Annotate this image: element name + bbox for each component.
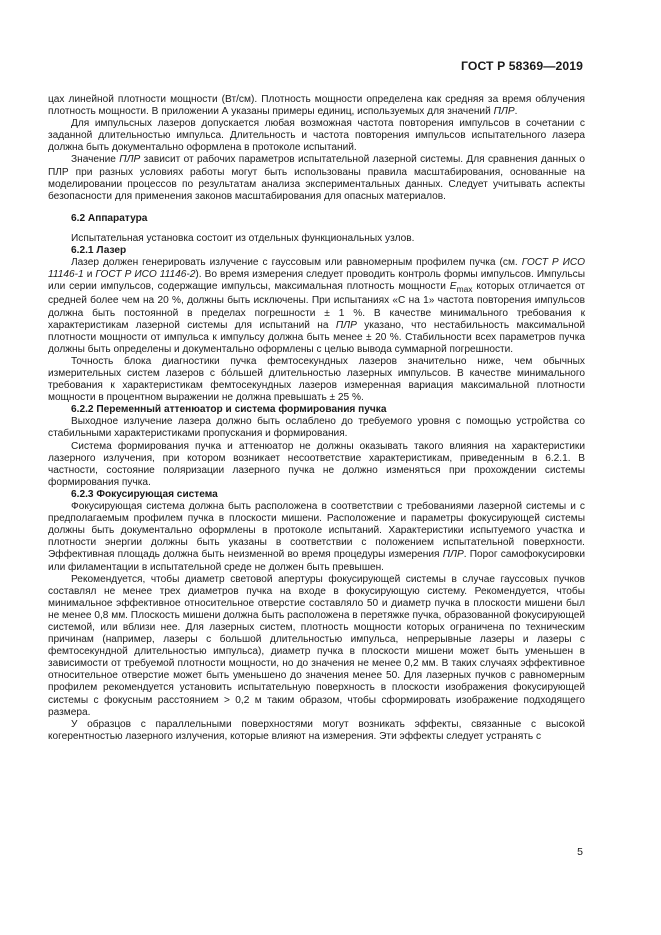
document-header: ГОСТ Р 58369—2019 [461,59,583,73]
section-heading-6-2: 6.2 Аппаратура [71,212,148,224]
paragraph-coherence-effects: У образцов с параллельными поверхностями могут возникать эффекты, связанные с высокой когерентностью лазерного излучения, которые влияют на измерения. Эти эффекты следует устранять с [48,718,585,742]
section-heading-6-2-1: 6.2.1 Лазер [71,245,127,257]
page-body [48,94,585,743]
paragraph-continued: цах линейной плотности мощности (Вт/см). Плотность мощности определена как средняя за время облучения плотность мощности. В приложении А указаны примеры единиц, используемых для значений ПЛР. [48,94,585,118]
paragraph-apparatus-intro: Испытательная установка состоит из отдельных функциональных узлов. [71,232,415,244]
paragraph-attenuator-output: Выходное излучение лазера должно быть ослаблено до требуемого уровня с помощью устройства со стабильными характеристиками пропускания и формирования. [48,416,585,440]
paragraph-pulsed-lasers: Для импульсных лазеров допускается любая возможная частота повторения импульсов в сочетании с заданной длительностью импульса. Длительность и частота повторения импульсов испытательного лазера должна быть документально оформлена в протоколе испытаний. [48,118,585,154]
section-heading-6-2-3: 6.2.3 Фокусирующая система [71,488,218,500]
paragraph-laser-requirements: Лазер должен генерировать излучение с гауссовым или равномерным профилем пучка (см. ГОСТ Р ИСО 11146-1 и ГОСТ Р ИСО 11146-2). Во время измерения следует проводить контроль формы импульсов. Импульсы или серии импульсов, содержащие импульсы, максимальная плотность мощности $E_{max}$ которых отличается от средней более чем на 20 %, должны быть исключены. При испытаниях «С на 1» частота повторения импульсов должна быть постоянной в пределах погрешности ± 1 %. В качестве минимального требования к характеристикам лазерной системы для испытаний на ПЛР указано, что нестабильность максимальной плотности мощности от импульса к импульсу должна быть менее ± 20 %. Стабильности всех параметров пучка должны быть определены и документально оформлены с целью вывода суммарной погрешности. [48,257,585,355]
paragraph-femtosecond-diagnostics: Точность блока диагностики пучка фемтосекундных лазеров значительно ниже, чем обычных измерительных систем лазеров с бо́льшей длительностью лазерных импульсов. В качестве минимального требования к характеристикам фемтосекундных лазеров измеренная вариация максимальной плотности мощности в процентном выражении не должна превышать ± 25 %. [48,355,585,404]
e-max-symbol: E [449,281,457,293]
paragraph-beam-shaping: Система формирования пучка и аттенюатор не должны оказывать такого влияния на характеристики лазерного излучения, при котором возникает несоответствие характеристикам, приведенным в 6.2.1. В частности, состояние поляризации лазерного пучка не должно изменяться при прохождении системы формирования пучка. [48,440,585,488]
section-heading-6-2-2: 6.2.2 Переменный аттенюатор и система формирования пучка [71,404,387,416]
paragraph-plr-value: Значение ПЛР зависит от рабочих параметров испытательной лазерной системы. Для сравнения данных о ПЛР при разных условиях работы могут быть использованы правила масштабирования, основанные на моделировании процессов по результатам анализа экспериментальных данных. Следует учитывать аспекты безопасности для применения законов масштабирования для опасных материалов. [48,154,585,202]
page-number: 5 [577,846,583,858]
paragraph-aperture-recommendation: Рекомендуется, чтобы диаметр световой апертуры фокусирующей системы в случае гауссовых пучков составлял не менее трех диаметров пучка на входе в фокусирующую систему. Рекомендуется, чтобы минимальное эффективное относительное отверстие составляло 50 и диаметр пучка в плоскости мишени был не менее 0,8 мм. Плоскость мишени должна быть расположена в перетяжке пучка, образованной фокусирующей системой, или вблизи нее. Для лазерных систем, плотность мощности которых ограничена по техническим причинам (например, лазеры с большой длительностью импульса, непрерывные лазеры и лазеры с фемтосекундной длительностью импульса), диаметр пучка в плоскости мишени может быть уменьшен в зависимости от требуемой плотности мощности, но до значения не менее 0,2 мм. В таких случаях эффективное относительное отверстие может быть уменьшено до значения менее 50. Для лазерных пучков с равномерным профилем рекомендуется установить испытательную поверхность в плоскости изображения фокусирующей системы с фокусным расстоянием > 0,2 м таким образом, чтобы сформировать изображение подходящего размера. [48,573,585,718]
paragraph-focusing-system: Фокусирующая система должна быть расположена в соответствии с требованиями лазерной системы и с предполагаемым профилем пучка в плоскости мишени. Расположение и параметры фокусирующей системы должны быть документально оформлены в протоколе испытаний. Характеристики испытуемого участка и плотности энергии должны быть указаны в соответствии с положением испытательной поверхности. Эффективная площадь должна быть неизменной во время процедуры измерения ПЛР. Порог самофокусировки или филаментации в испытательной среде не должен быть превышен. [48,501,585,573]
